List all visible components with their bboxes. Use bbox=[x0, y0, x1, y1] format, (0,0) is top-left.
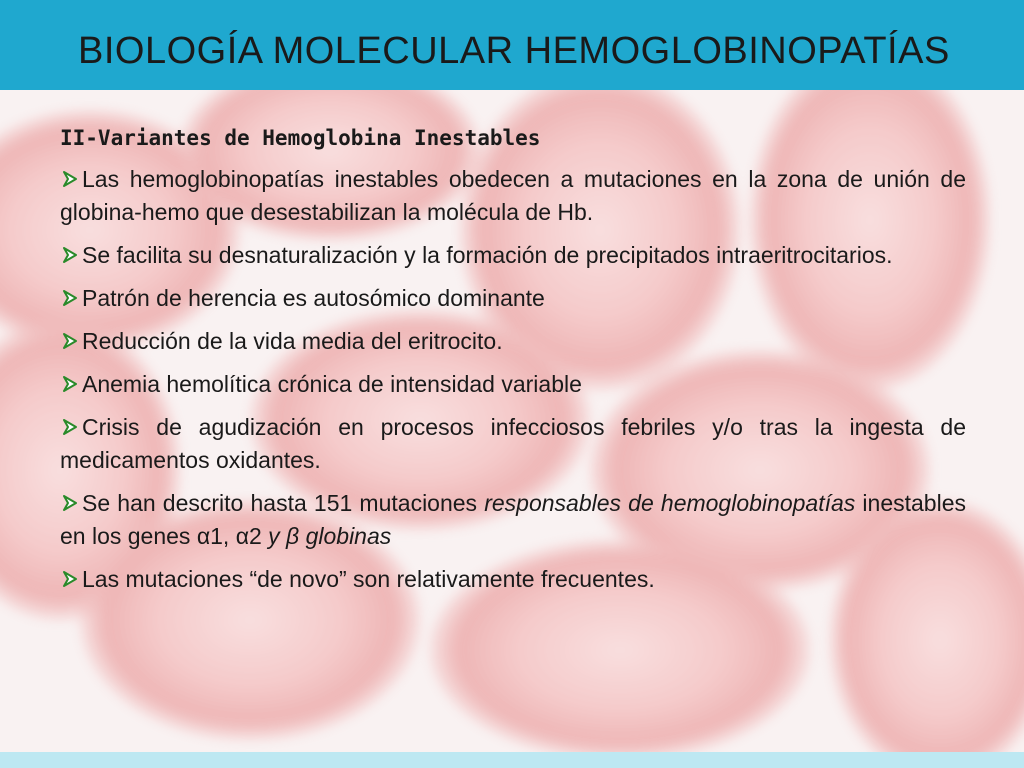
bullet-item bbox=[60, 487, 966, 553]
slide-content bbox=[60, 126, 966, 606]
bullet-text: Se han descrito hasta 151 mutaciones bbox=[82, 490, 485, 516]
arrow-bullet-icon bbox=[60, 374, 80, 394]
arrow-bullet-icon bbox=[60, 245, 80, 265]
bullet-text: Crisis de agudización en procesos infecciosos febriles y/o tras la ingesta de medicamentos oxidantes. bbox=[60, 414, 966, 473]
bullet-text: inestables en los genes α1, α2 bbox=[60, 490, 966, 549]
bullet-text: Se facilita su desnaturalización y la formación de precipitados intraeritrocitarios. bbox=[82, 242, 893, 268]
arrow-bullet-icon bbox=[60, 331, 80, 351]
bullet-item bbox=[60, 411, 966, 477]
bullet-text: Anemia hemolítica crónica de intensidad variable bbox=[82, 371, 582, 397]
bottom-strip bbox=[0, 752, 1024, 768]
arrow-bullet-icon bbox=[60, 417, 80, 437]
bullet-list bbox=[60, 163, 966, 596]
arrow-bullet-icon bbox=[60, 169, 80, 189]
arrow-bullet-icon bbox=[60, 288, 80, 308]
arrow-bullet-icon bbox=[60, 493, 80, 513]
bullet-text: Las hemoglobinopatías inestables obedecen a mutaciones en la zona de unión de globina-hemo que desestabilizan la molécula de Hb. bbox=[60, 166, 966, 225]
bullet-item bbox=[60, 239, 966, 272]
bullet-text: Las mutaciones “de novo” son relativamente frecuentes. bbox=[82, 566, 655, 592]
bullet-item bbox=[60, 368, 966, 401]
bullet-item bbox=[60, 563, 966, 596]
bullet-text: Reducción de la vida media del eritrocito. bbox=[82, 328, 503, 354]
bullet-text: Patrón de herencia es autosómico dominante bbox=[82, 285, 545, 311]
bullet-text-italic: y β globinas bbox=[268, 523, 392, 549]
arrow-bullet-icon bbox=[60, 569, 80, 589]
slide-title: BIOLOGÍA MOLECULAR HEMOGLOBINOPATÍAS bbox=[78, 30, 950, 72]
title-bar bbox=[0, 0, 1024, 90]
bullet-item bbox=[60, 325, 966, 358]
bullet-item bbox=[60, 282, 966, 315]
bullet-item bbox=[60, 163, 966, 229]
bullet-text-italic: responsables de hemoglobinopatías bbox=[484, 490, 856, 516]
section-subtitle: II-Variantes de Hemoglobina Inestables bbox=[60, 126, 541, 150]
